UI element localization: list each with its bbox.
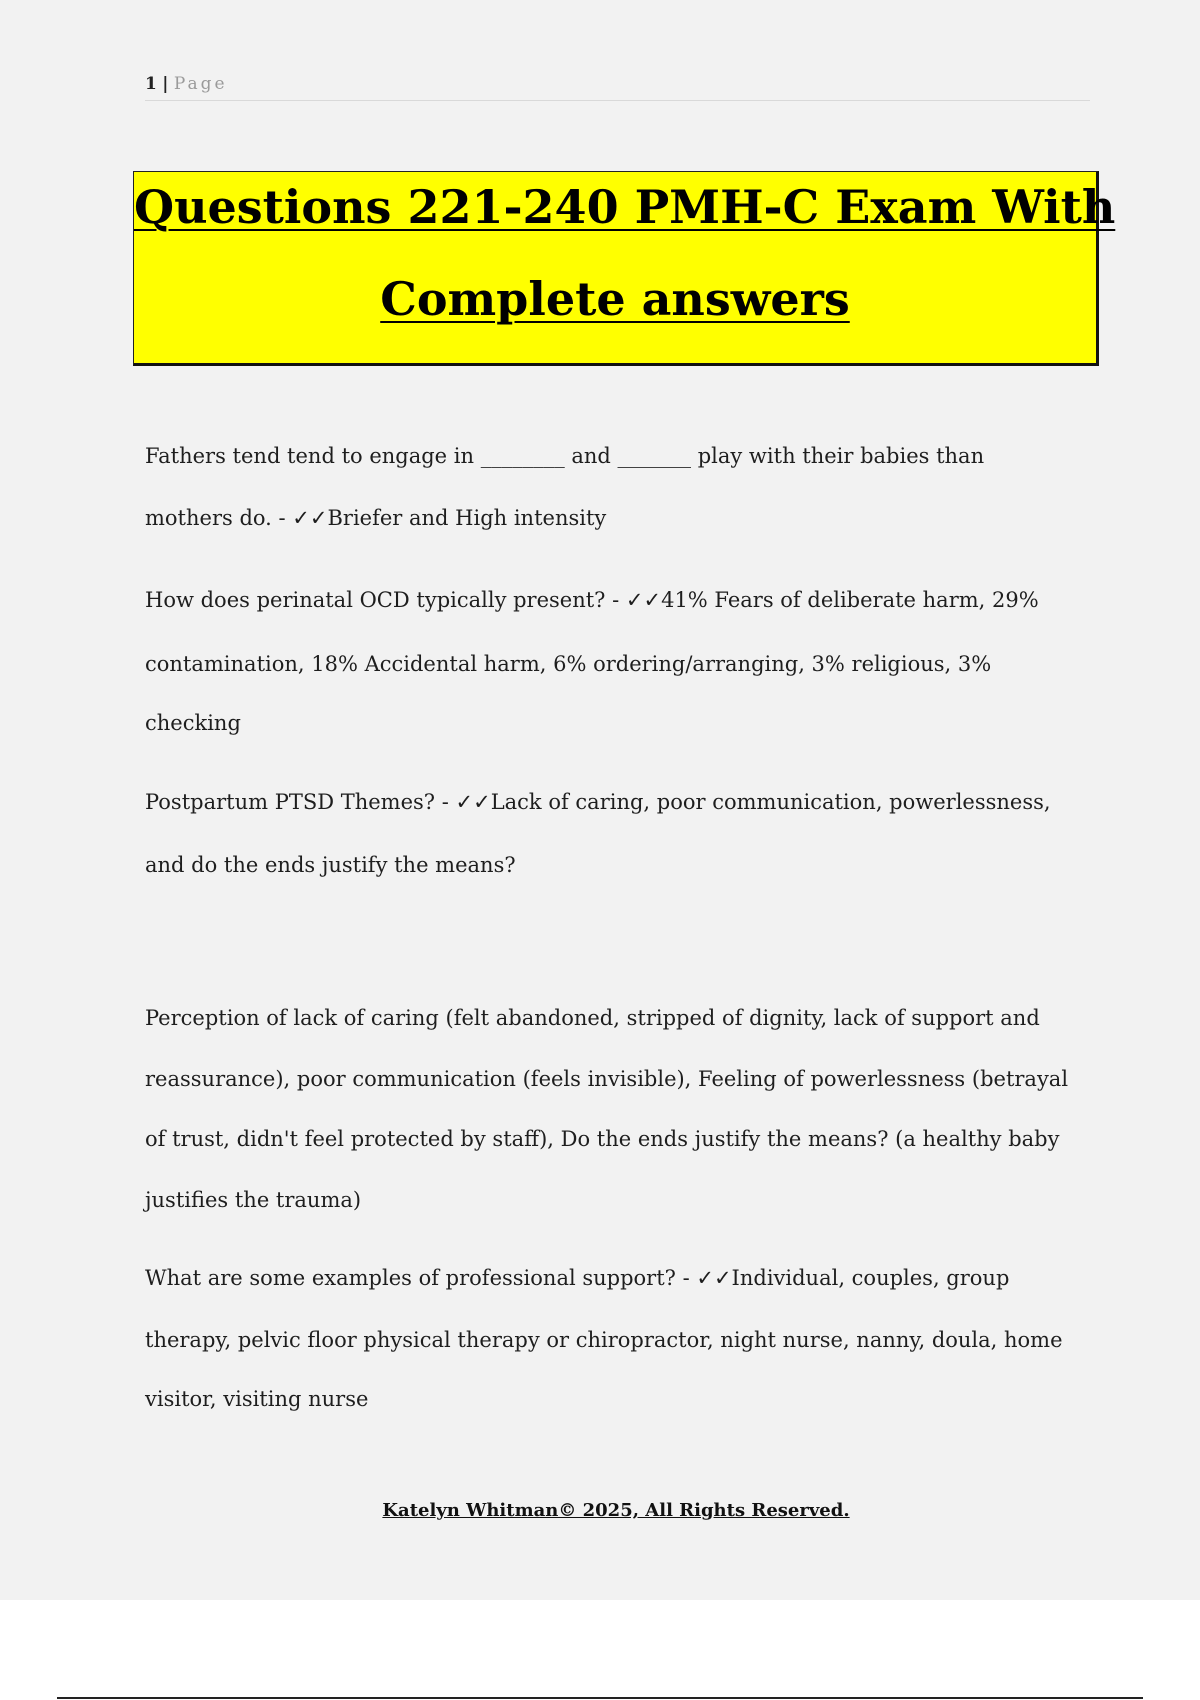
text-line: reassurance), poor communication (feels invisible), Feeling of powerlessness (betrayal [145, 1067, 1069, 1091]
title-box [133, 171, 1116, 366]
text-line: justifies the trauma) [145, 1188, 362, 1212]
text-line: therapy, pelvic floor physical therapy or chiropractor, night nurse, nanny, doula, home [145, 1328, 1063, 1352]
page-number: 1 [145, 74, 157, 94]
text-line: mothers do. - ✓✓Briefer and High intensity [145, 506, 607, 530]
text-line: of trust, didn't feel protected by staff), Do the ends justify the means? (a healthy baby [145, 1127, 1060, 1151]
text-line: How does perinatal OCD typically present? - ✓✓41% Fears of deliberate harm, 29% [145, 588, 1039, 612]
text-line: contamination, 18% Accidental harm, 6% ordering/arranging, 3% religious, 3% [145, 652, 992, 676]
page-separator: | [162, 74, 169, 94]
text-line: checking [145, 711, 241, 735]
text-line: Fathers tend tend to engage in ________ and _______ play with their babies than [145, 444, 985, 468]
text-line: and do the ends justify the means? [145, 853, 516, 877]
bottom-divider [57, 1697, 1143, 1699]
title-line-1: Questions 221-240 PMH-C Exam With [134, 180, 1116, 234]
text-line: Postpartum PTSD Themes? - ✓✓Lack of caring, poor communication, powerlessness, [145, 790, 1051, 814]
text-line: What are some examples of professional support? - ✓✓Individual, couples, group [145, 1266, 1010, 1290]
text-line: visitor, visiting nurse [145, 1387, 369, 1411]
text-line: Perception of lack of caring (felt abandoned, stripped of dignity, lack of support and [145, 1006, 1040, 1030]
page-header [145, 72, 1090, 101]
copyright-footer: Katelyn Whitman© 2025, All Rights Reserved. [382, 1500, 850, 1521]
page-label: Page [173, 74, 228, 94]
title-line-2: Complete answers [380, 272, 850, 326]
